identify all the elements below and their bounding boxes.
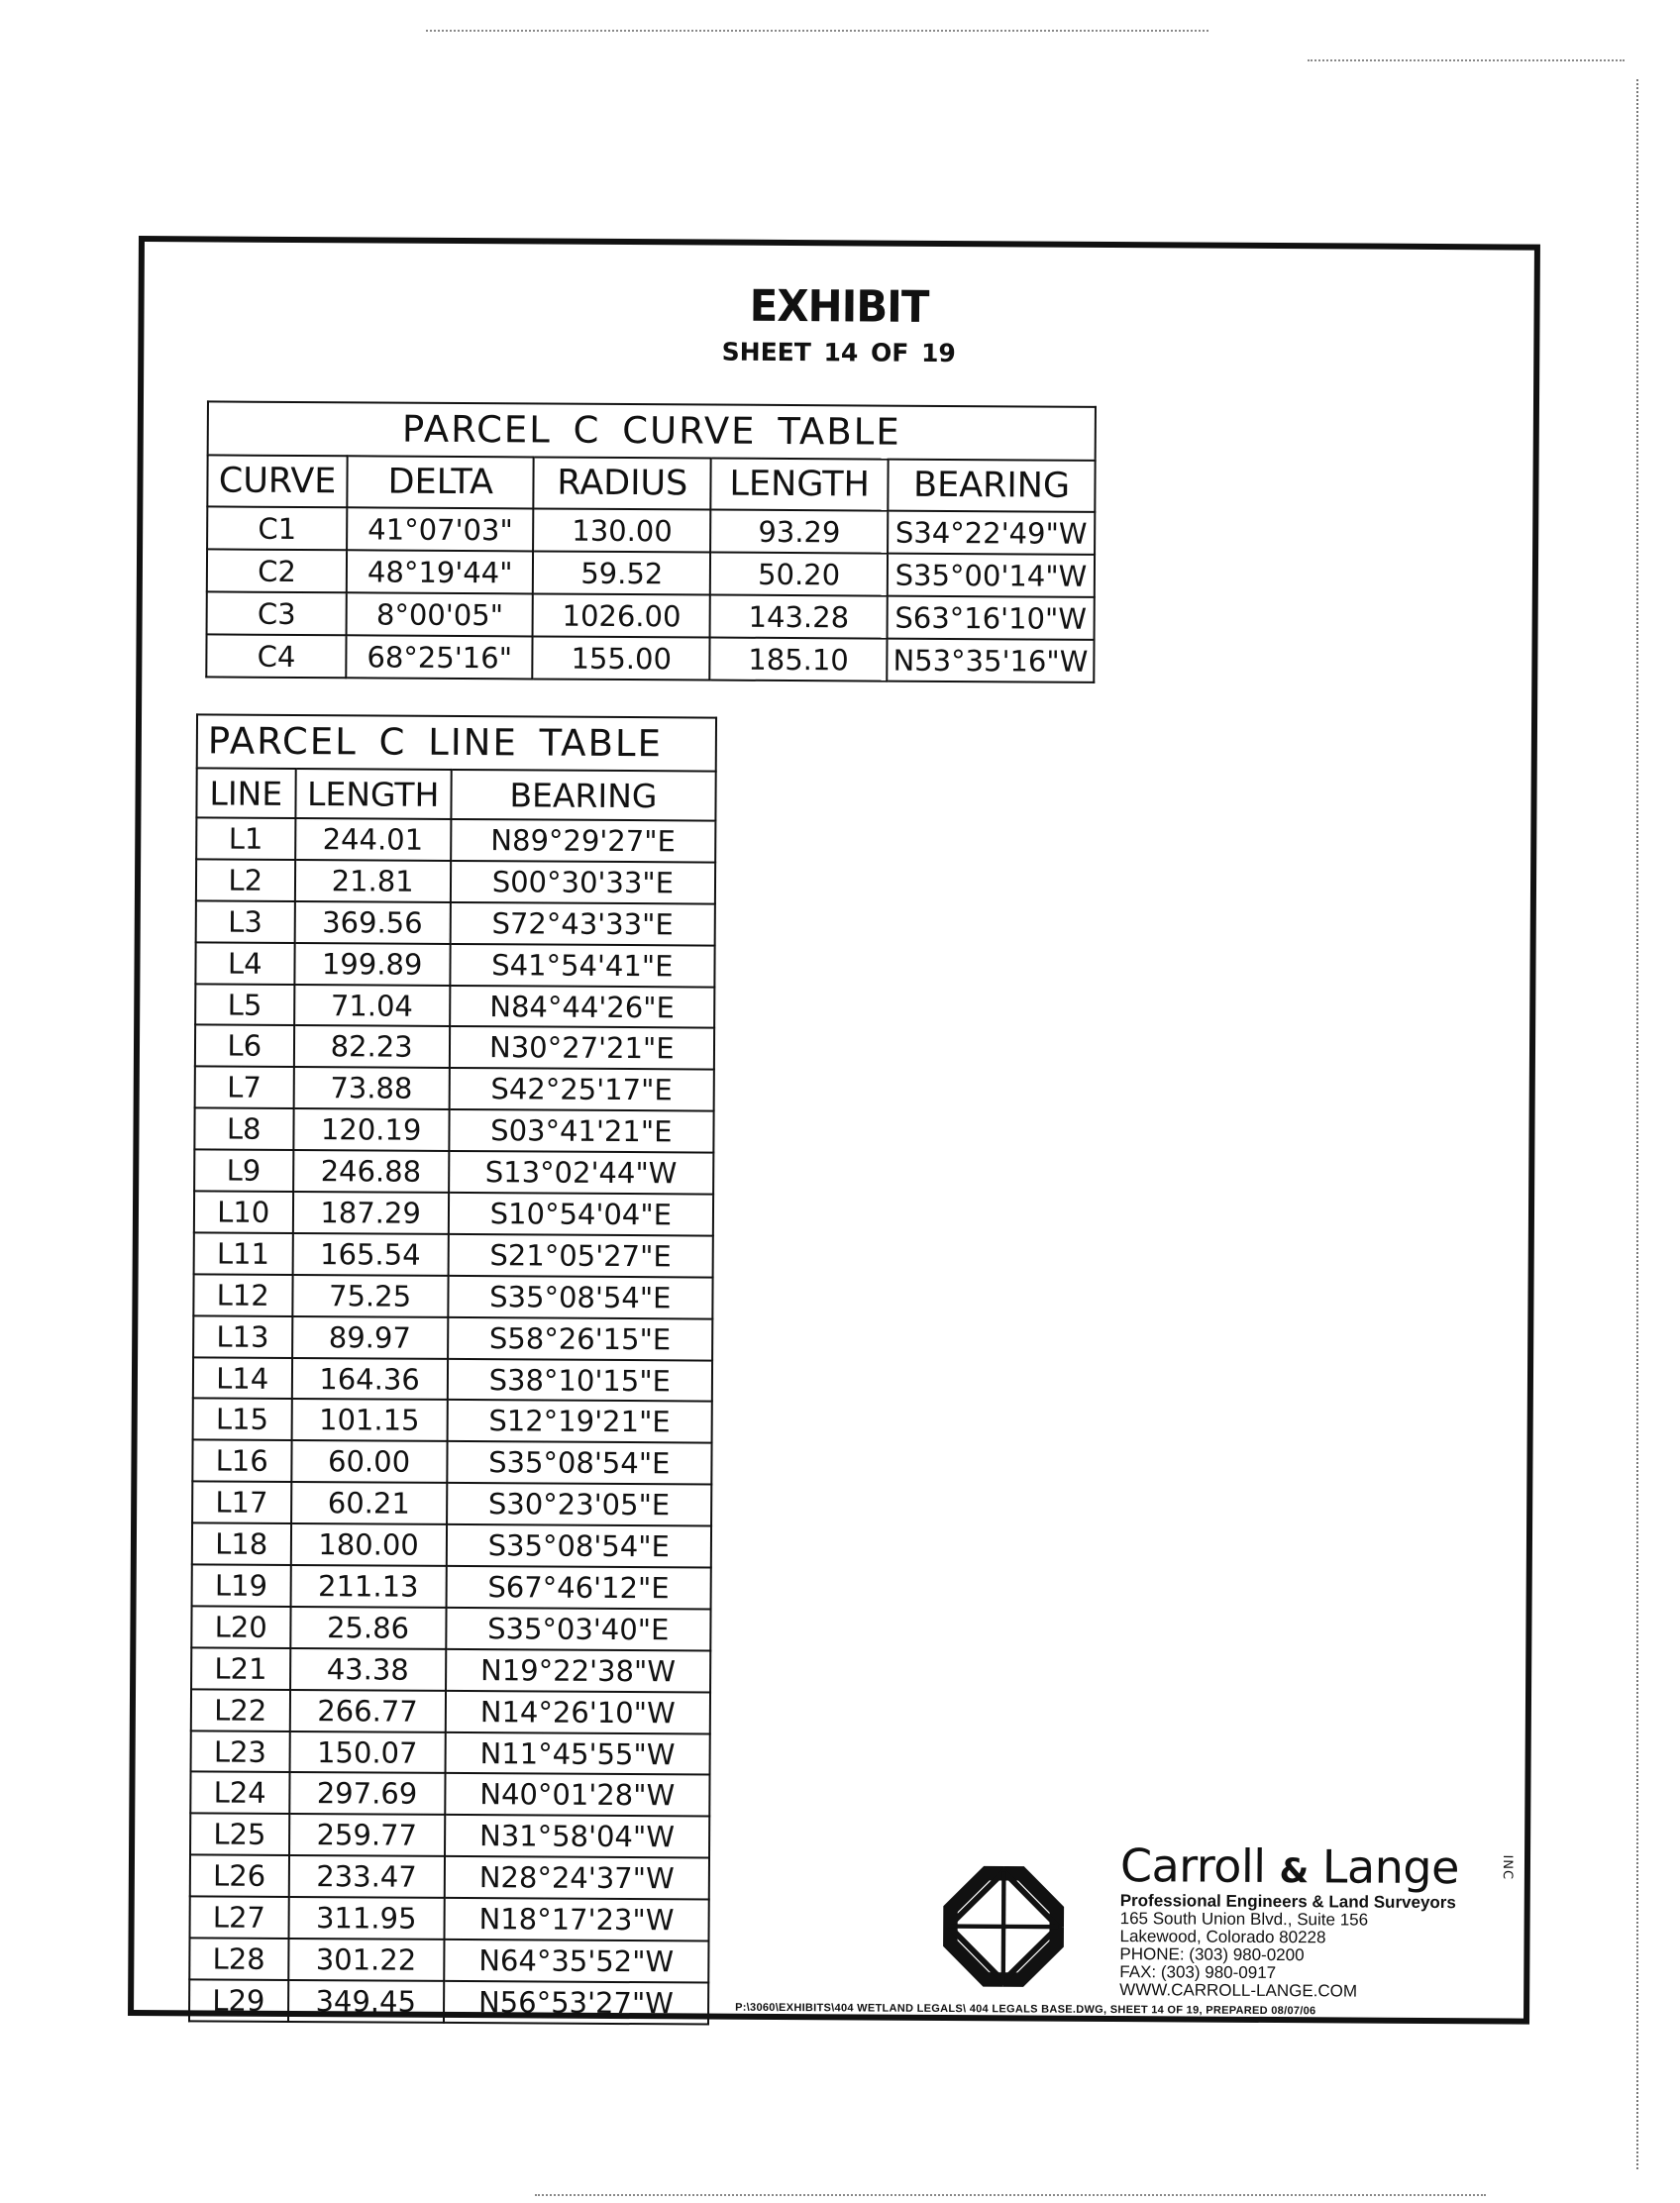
table-cell: N28°24'37"W xyxy=(444,1856,709,1900)
scan-artifact-right-edge xyxy=(1636,79,1638,2169)
table-cell: 301.22 xyxy=(288,1939,444,1981)
scan-artifact-bottom xyxy=(535,2194,1486,2196)
line-table-row xyxy=(196,817,715,862)
line-table-row xyxy=(195,984,714,1028)
table-cell: L8 xyxy=(194,1108,293,1150)
exhibit-title: EXHIBIT xyxy=(749,280,929,333)
line-table-row xyxy=(190,1772,709,1817)
table-cell: L21 xyxy=(191,1647,290,1689)
line-table-row xyxy=(193,1274,712,1318)
column-header: DELTA xyxy=(348,456,535,508)
table-cell: L10 xyxy=(194,1191,293,1232)
table-cell: C2 xyxy=(207,549,347,592)
line-table-row xyxy=(191,1606,710,1650)
table-cell: L12 xyxy=(193,1274,292,1315)
line-table-row xyxy=(194,1191,713,1235)
line-table-body xyxy=(189,817,715,2024)
table-cell: S35°03'40"E xyxy=(446,1608,711,1651)
table-cell: 180.00 xyxy=(290,1523,446,1566)
table-cell: 233.47 xyxy=(288,1855,444,1898)
exhibit-frame xyxy=(128,236,1540,2025)
table-cell: N19°22'38"W xyxy=(446,1649,711,1693)
table-cell: N11°45'55"W xyxy=(445,1732,710,1776)
table-cell: 165.54 xyxy=(292,1233,448,1276)
table-cell: C3 xyxy=(207,591,347,635)
line-table-row xyxy=(193,1315,712,1360)
line-table xyxy=(188,713,717,2025)
line-table-row xyxy=(192,1522,711,1567)
line-table-row xyxy=(192,1482,711,1526)
table-cell: S41°54'41"E xyxy=(450,944,715,988)
table-cell: L22 xyxy=(191,1689,290,1731)
curve-table-row xyxy=(207,549,1095,596)
table-cell: 155.00 xyxy=(533,636,710,680)
table-cell: 369.56 xyxy=(294,901,450,944)
line-table-row xyxy=(195,1067,714,1111)
table-cell: N30°27'21"E xyxy=(450,1026,715,1070)
table-cell: L7 xyxy=(195,1067,294,1108)
curve-table-header-row xyxy=(207,455,1095,511)
line-table-row xyxy=(189,1938,708,1982)
company-name xyxy=(1120,1838,1459,1894)
line-table-row xyxy=(193,1399,712,1443)
table-cell: 211.13 xyxy=(290,1565,446,1608)
table-cell: 259.77 xyxy=(289,1814,445,1856)
table-cell: N31°58'04"W xyxy=(445,1815,710,1858)
company-name-part1: Carroll xyxy=(1119,1838,1266,1893)
curve-table xyxy=(205,400,1097,682)
line-table-row xyxy=(190,1855,709,1900)
table-cell: L25 xyxy=(190,1814,289,1855)
table-cell: 48°19'44" xyxy=(347,550,534,593)
table-cell: L13 xyxy=(193,1315,292,1357)
line-table-row xyxy=(192,1564,711,1609)
table-cell: N84°44'26"E xyxy=(450,985,715,1028)
column-header: BEARING xyxy=(888,460,1095,512)
table-cell: S67°46'12"E xyxy=(446,1566,711,1610)
table-cell: 60.00 xyxy=(291,1440,447,1483)
table-cell: 246.88 xyxy=(293,1150,449,1193)
line-table-header-row xyxy=(196,768,715,820)
company-address-line1: 165 South Union Blvd., Suite 156 xyxy=(1119,1909,1369,1930)
company-logo xyxy=(931,1854,1076,1999)
line-table-row xyxy=(192,1440,711,1485)
table-cell: S38°10'15"E xyxy=(448,1359,713,1403)
table-cell: 187.29 xyxy=(292,1192,448,1234)
table-cell: C4 xyxy=(206,634,346,678)
table-cell: 25.86 xyxy=(290,1607,446,1649)
table-cell: L5 xyxy=(195,984,294,1025)
line-table-row xyxy=(193,1357,712,1402)
table-cell: L18 xyxy=(192,1522,291,1564)
company-name-part2: Lange xyxy=(1321,1839,1460,1895)
table-cell: N18°17'23"W xyxy=(444,1898,709,1941)
table-cell: N14°26'10"W xyxy=(446,1691,711,1734)
table-cell: 59.52 xyxy=(533,551,710,594)
table-cell: 43.38 xyxy=(290,1648,446,1691)
company-fax: FAX: (303) 980-0917 xyxy=(1119,1962,1277,1983)
column-header: LENGTH xyxy=(711,459,889,511)
company-ampersand: & xyxy=(1279,1851,1309,1892)
line-table-row xyxy=(194,1149,713,1194)
table-cell: S10°54'04"E xyxy=(449,1193,714,1236)
table-cell: 349.45 xyxy=(288,1980,444,2023)
table-cell: S35°00'14"W xyxy=(888,554,1095,597)
table-cell: S72°43'33"E xyxy=(450,902,715,946)
table-cell: L20 xyxy=(191,1606,290,1647)
table-cell: 73.88 xyxy=(293,1067,449,1109)
table-cell: S03°41'21"E xyxy=(449,1109,714,1153)
line-table-row xyxy=(190,1897,709,1941)
company-suffix: INC xyxy=(1499,1854,1516,1881)
file-path-footer: P:\3060\EXHIBITS\404 WETLAND LEGALS\ 404 LEGALS BASE.DWG, SHEET 14 OF 19, PREPARED 08/07/06 xyxy=(735,2001,1316,2018)
curve-table-row xyxy=(207,506,1095,554)
column-header: CURVE xyxy=(207,455,348,507)
table-cell: S35°08'54"E xyxy=(447,1524,712,1568)
table-cell: 199.89 xyxy=(294,943,450,986)
table-cell: 297.69 xyxy=(289,1772,445,1815)
table-cell: L17 xyxy=(192,1482,291,1523)
company-address-line2: Lakewood, Colorado 80228 xyxy=(1119,1927,1326,1947)
table-cell: 82.23 xyxy=(293,1025,449,1068)
table-cell: C1 xyxy=(207,506,347,550)
line-table-row xyxy=(190,1814,709,1858)
table-cell: S34°22'49"W xyxy=(888,511,1095,555)
company-website: WWW.CARROLL-LANGE.COM xyxy=(1119,1980,1358,2001)
table-cell: 185.10 xyxy=(710,638,888,682)
table-cell: S12°19'21"E xyxy=(447,1400,712,1443)
company-tagline: Professional Engineers & Land Surveyors xyxy=(1119,1891,1456,1913)
table-cell: L28 xyxy=(189,1938,288,1979)
table-cell: 60.21 xyxy=(291,1482,447,1524)
table-cell: 164.36 xyxy=(291,1358,447,1401)
line-table-row xyxy=(194,1232,713,1277)
table-cell: 130.00 xyxy=(533,508,710,552)
table-cell: 50.20 xyxy=(710,553,888,596)
table-cell: 75.25 xyxy=(292,1275,448,1317)
scan-artifact-top-right xyxy=(1308,59,1625,61)
table-cell: L2 xyxy=(196,859,295,900)
table-cell: 143.28 xyxy=(710,595,888,639)
table-cell: L24 xyxy=(190,1772,289,1814)
table-cell: 150.07 xyxy=(289,1731,445,1774)
table-cell: S35°08'54"E xyxy=(448,1276,713,1319)
company-block xyxy=(1119,1838,1516,2001)
table-cell: S63°16'10"W xyxy=(888,596,1095,640)
table-cell: 266.77 xyxy=(289,1690,445,1732)
table-cell: S35°08'54"E xyxy=(447,1441,712,1485)
sheet-number: SHEET 14 OF 19 xyxy=(721,337,956,368)
table-cell: N40°01'28"W xyxy=(445,1773,710,1817)
line-table-row xyxy=(191,1647,710,1692)
line-table-row xyxy=(196,900,715,945)
line-table-row xyxy=(196,859,715,903)
table-cell: L6 xyxy=(195,1025,294,1067)
table-cell: S42°25'17"E xyxy=(449,1068,714,1111)
table-cell: N53°35'16"W xyxy=(887,639,1094,682)
column-header: RADIUS xyxy=(534,457,711,509)
table-cell: N56°53'27"W xyxy=(444,1981,709,2025)
line-table-row xyxy=(191,1689,710,1733)
table-cell: S30°23'05"E xyxy=(447,1483,712,1526)
table-cell: L27 xyxy=(190,1897,289,1939)
table-cell: S00°30'33"E xyxy=(451,861,716,904)
column-header: BEARING xyxy=(451,770,716,821)
line-table-row xyxy=(195,942,714,987)
curve-table-title: PARCEL C CURVE TABLE xyxy=(207,400,1097,459)
table-cell: 1026.00 xyxy=(533,593,710,637)
table-cell: L26 xyxy=(190,1855,289,1897)
curve-table-row xyxy=(207,591,1095,639)
table-cell: S21°05'27"E xyxy=(448,1234,713,1278)
line-table-row xyxy=(189,1979,708,2024)
table-cell: 89.97 xyxy=(292,1316,448,1359)
line-table-row xyxy=(195,1025,714,1070)
table-cell: L14 xyxy=(193,1357,292,1399)
line-table-row xyxy=(194,1108,713,1153)
table-cell: 8°00'05" xyxy=(347,592,534,636)
table-cell: 68°25'16" xyxy=(346,635,533,679)
table-cell: 120.19 xyxy=(293,1108,449,1151)
line-table-row xyxy=(191,1731,710,1775)
table-cell: L29 xyxy=(189,1979,288,2021)
table-cell: L9 xyxy=(194,1149,293,1191)
table-cell: 71.04 xyxy=(294,985,450,1027)
company-phone: PHONE: (303) 980-0200 xyxy=(1119,1944,1305,1965)
column-header: LENGTH xyxy=(295,769,451,819)
table-cell: L4 xyxy=(195,942,294,984)
table-cell: N64°35'52"W xyxy=(444,1940,709,1983)
table-cell: L3 xyxy=(196,900,295,942)
table-cell: S58°26'15"E xyxy=(448,1317,713,1361)
table-cell: L1 xyxy=(196,817,295,859)
table-cell: 93.29 xyxy=(710,510,888,554)
column-header: LINE xyxy=(196,768,295,818)
table-cell: 41°07'03" xyxy=(347,507,534,551)
table-cell: L16 xyxy=(192,1440,291,1482)
table-cell: N89°29'27"E xyxy=(451,819,716,863)
table-cell: 101.15 xyxy=(291,1399,447,1441)
curve-table-row xyxy=(206,634,1094,682)
scan-artifact-top xyxy=(426,30,1208,32)
table-cell: L11 xyxy=(194,1232,293,1274)
table-cell: L23 xyxy=(191,1731,290,1772)
table-cell: L19 xyxy=(192,1564,291,1606)
table-cell: 244.01 xyxy=(295,818,451,861)
table-cell: 21.81 xyxy=(294,860,450,902)
table-cell: S13°02'44"W xyxy=(449,1151,714,1195)
curve-table-body xyxy=(206,506,1095,682)
line-table-title: PARCEL C LINE TABLE xyxy=(196,713,717,770)
table-cell: 311.95 xyxy=(288,1897,444,1940)
table-cell: L15 xyxy=(193,1399,292,1440)
